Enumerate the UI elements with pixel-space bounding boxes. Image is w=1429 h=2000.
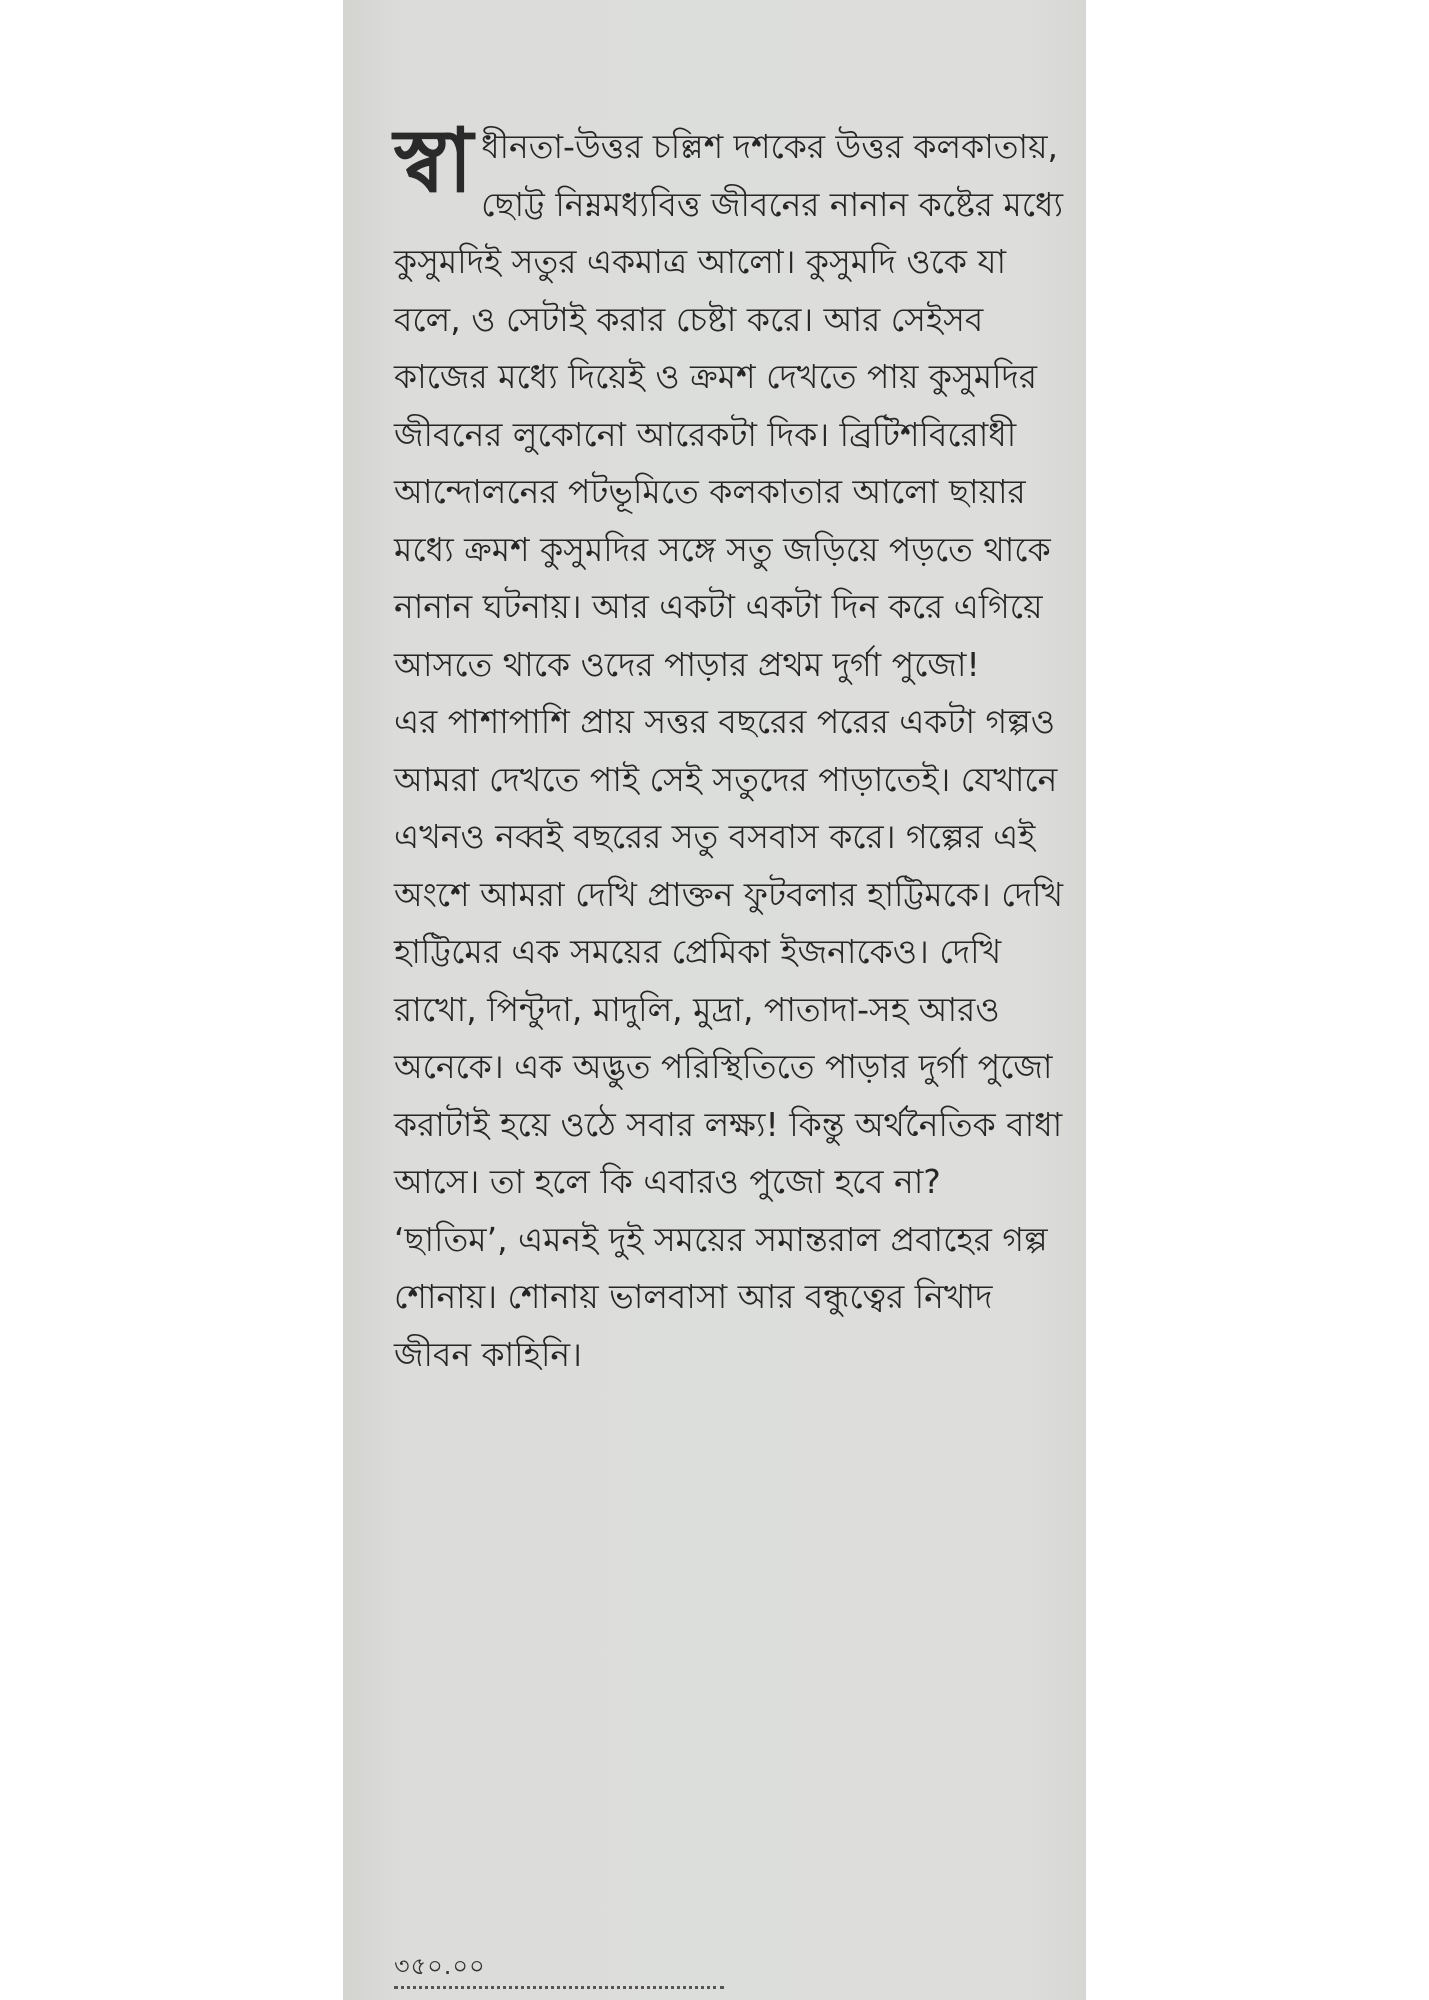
price: ৩৫০.০০ (394, 1952, 486, 1980)
paragraph-1-text: ধীনতা-উত্তর চল্লিশ দশকের উত্তর কলকাতায়, ছোট্ট নিম্নমধ্যবিত্ত জীবনের নানান কষ্টের মধ্যে কুসুমদিই সতুর একমাত্র আলো। কুসুমদি ওকে যা বলে, ও সেটাই করার চেষ্টা করে। আর সেইসব কাজের মধ্যে দিয়েই ও ক্রমশ দেখতে পায় কুসুমদির জীবনের লুকোনো আরেকটা দিক। ব্রিটিশবিরোধী আন্দোলনের পটভূমিতে কলকাতার আলো ছায়ার মধ্যে ক্রমশ কুসুমদির সঙ্গে সতু জড়িয়ে পড়তে থাকে নানান ঘটনায়। আর একটা একটা দিন করে এগিয়ে আসতে থাকে ওদের পাড়ার প্রথম দুর্গা পুজো! (394, 127, 1064, 684)
drop-cap: স্বা (394, 109, 474, 212)
paragraph-2: এর পাশাপাশি প্রায় সত্তর বছরের পরের একটা গল্পও আমরা দেখতে পাই সেই সতুদের পাড়াতেই। যেখানে এখনও নব্বই বছরের সতু বসবাস করে। গল্পের এই অংশে আমরা দেখি প্রাক্তন ফুটবলার হাট্টিমকে। দেখি হাট্টিমের এক সময়ের প্রেমিকা ইজনাকেও। দেখি রাখো, পিন্টুদা, মাদুলি, মুদ্রা, পাতাদা-সহ আরও অনেকে। এক অদ্ভুত পরিস্থিতিতে পাড়ার দুর্গা পুজো করাটাই হয়ে ওঠে সবার লক্ষ্য! কিন্তু অর্থনৈতিক বাধা আসে। তা হলে কি এবারও পুজো হবে না? (394, 702, 1064, 1201)
blurb-text (394, 109, 1064, 1383)
paragraph-3: ‘ছাতিম’, এমনই দুই সময়ের সমান্তরাল প্রবাহের গল্প শোনায়। শোনায় ভালবাসা আর বন্ধুত্বের নিখাদ জীবন কাহিনি। (394, 1219, 1048, 1374)
paragraph-1 (394, 109, 1064, 693)
dotted-divider (394, 1986, 724, 1989)
